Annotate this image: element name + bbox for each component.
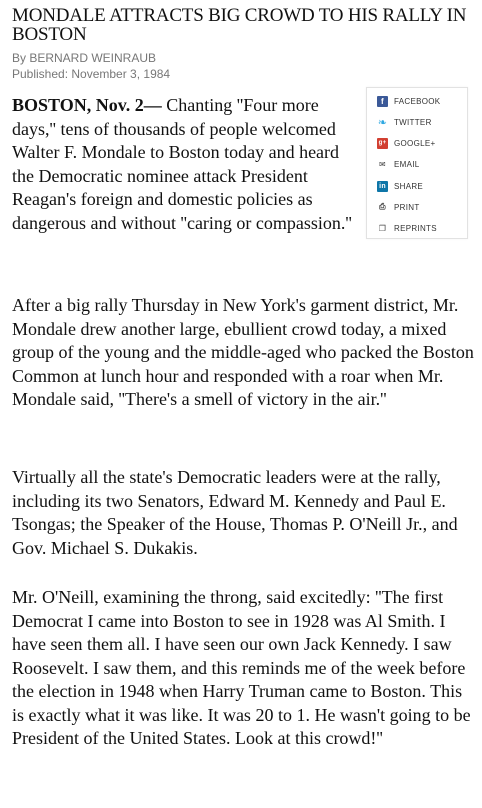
article-header <box>12 6 474 82</box>
facebook-icon: f <box>377 96 388 107</box>
email-icon: ✉ <box>378 159 386 169</box>
google-plus-icon: g+ <box>377 138 388 149</box>
twitter-icon: ❧ <box>377 116 388 129</box>
share-google-plus-label: GOOGLE+ <box>394 138 436 148</box>
reprints-icon: ❐ <box>378 223 387 233</box>
paragraph-1-text: Chanting ''Four more days,'' tens of thousands of people welcomed Walter F. Mondale to Boston today and heard the Democratic nominee attack President Reagan's foreign and domestic policies as dangerous and without ''caring or compassion.'' <box>12 95 352 233</box>
share-linkedin[interactable] <box>377 179 423 193</box>
article-paragraph-4: Mr. O'Neill, examining the throng, said excitedly: ''The first Democrat I came into Boston to see in 1928 was Al Smith. I have seen them all. I have seen our own Jack Kennedy. I saw Roosevelt. I saw them, and this reminds me of the week before the election in 1948 when Harry Truman came to Boston. This is exactly what it was like. It was 20 to 1. He wasn't going to be President of the United States. Look at this crowd!'' <box>12 587 471 748</box>
published-date: Published: November 3, 1984 <box>12 67 171 81</box>
share-twitter-label: TWITTER <box>394 117 432 127</box>
share-print-label: PRINT <box>394 202 420 212</box>
share-reprints-label: REPRINTS <box>394 223 437 233</box>
article-paragraph-2: After a big rally Thursday in New York's garment district, Mr. Mondale drew another large, ebullient crowd today, a mixed group of the young and the middle-aged who packed the Boston Common at lunch hour and responded with a roar when Mr. Mondale said, ''There's a smell of victory in the air.'' <box>12 295 474 409</box>
share-reprints[interactable] <box>377 221 437 235</box>
share-tools <box>366 87 468 239</box>
article-paragraph-3: Virtually all the state's Democratic leaders were at the rally, including its two Senators, Edward M. Kennedy and Paul E. Tsongas; the Speaker of the House, Thomas P. O'Neill Jr., and Gov. Michael S. Dukakis. <box>12 467 458 558</box>
share-email[interactable] <box>377 157 420 171</box>
share-facebook[interactable] <box>377 94 440 108</box>
share-facebook-label: FACEBOOK <box>394 96 441 106</box>
dateline: BOSTON, Nov. 2— <box>12 95 162 115</box>
share-google-plus[interactable] <box>377 136 435 150</box>
linkedin-icon: in <box>377 181 388 192</box>
print-icon: ⎙ <box>379 202 386 211</box>
share-print[interactable] <box>377 200 420 214</box>
share-linkedin-label: SHARE <box>394 181 424 191</box>
byline: By BERNARD WEINRAUB <box>12 51 157 65</box>
share-email-label: EMAIL <box>394 159 420 169</box>
share-twitter[interactable] <box>377 115 432 129</box>
headline: MONDALE ATTRACTS BIG CROWD TO HIS RALLY IN BOSTON <box>12 5 467 45</box>
article-paragraph-1 <box>12 94 364 235</box>
